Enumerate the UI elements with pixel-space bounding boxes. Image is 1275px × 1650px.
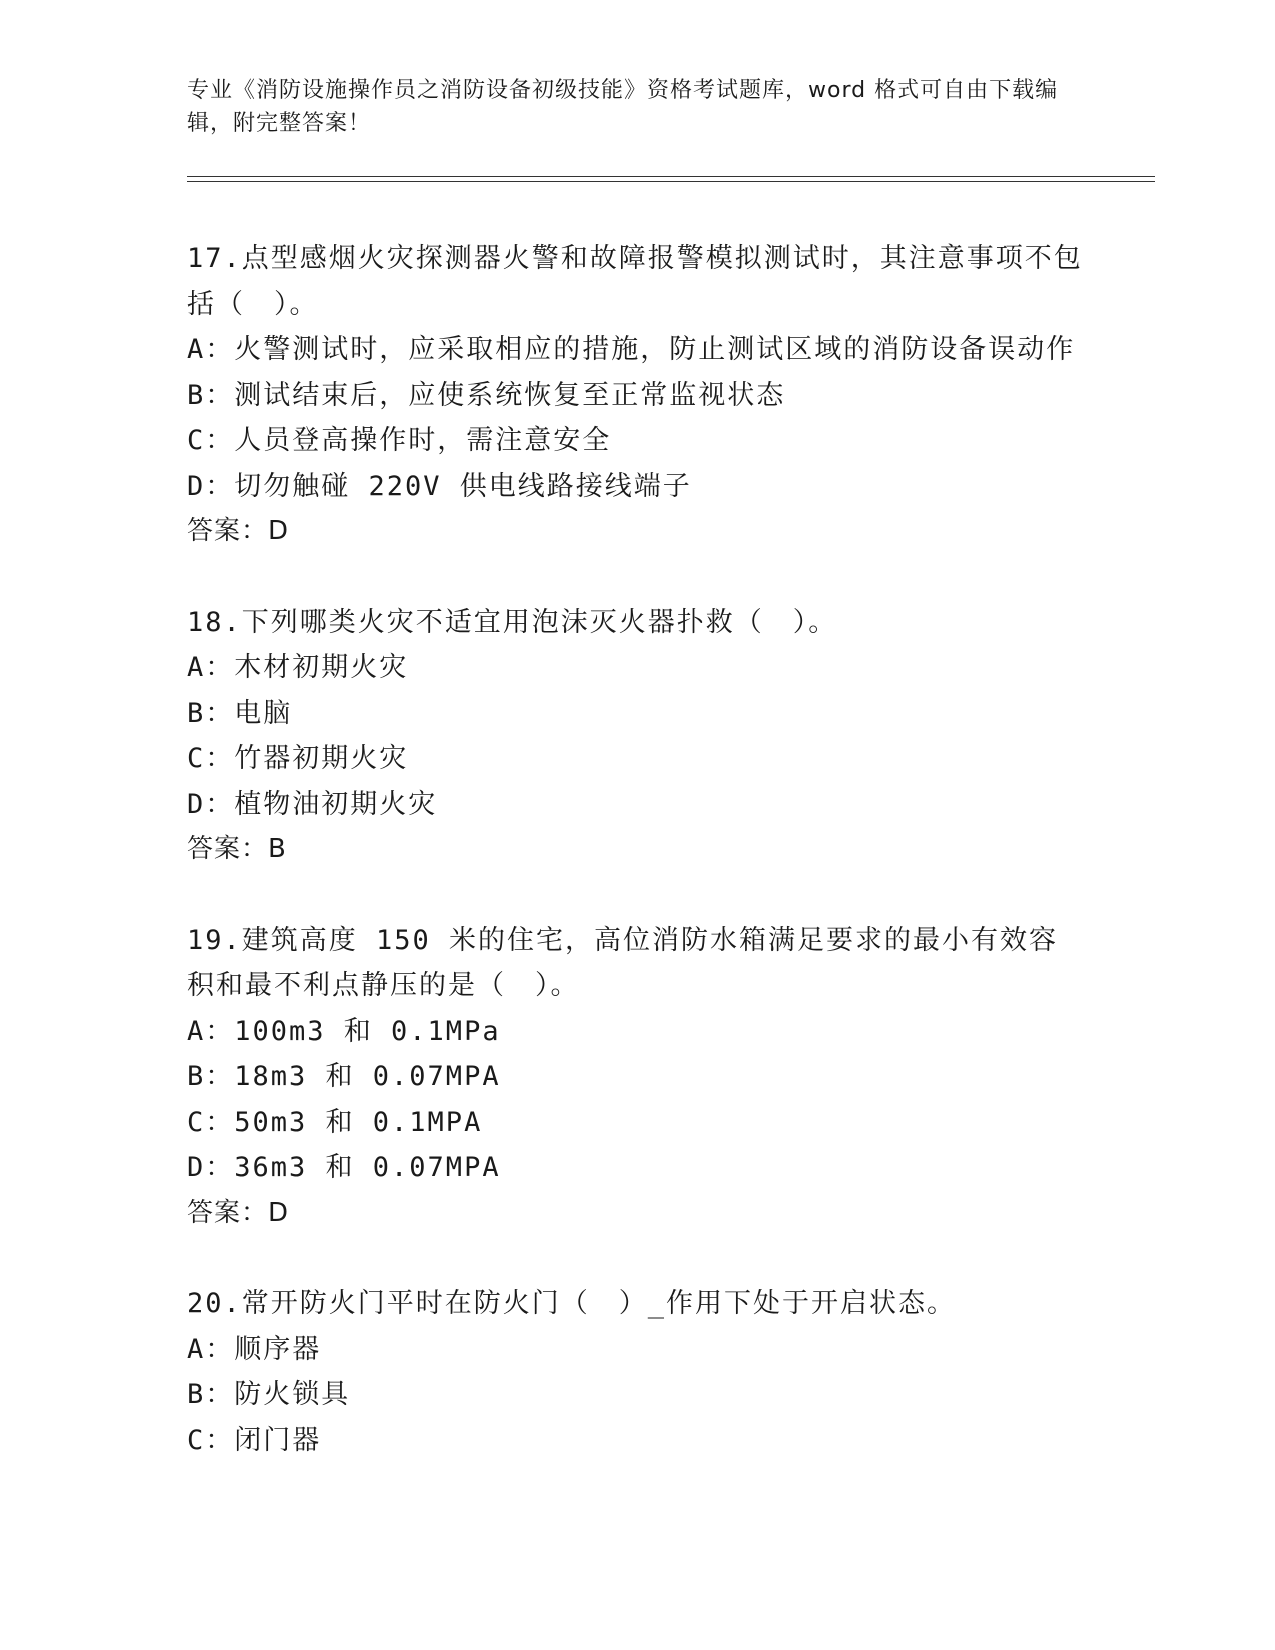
answer-label: 答案：D [187, 1197, 290, 1228]
question-stem: 19.建筑高度 150 米的住宅，高位消防水箱满足要求的最小有效容积和最不利点静压的是（ ）。 [187, 924, 1059, 1001]
question-stem: 17.点型感烟火灾探测器火警和故障报警模拟测试时，其注意事项不包括（ ）。 [187, 243, 1083, 320]
question-17 [187, 236, 1087, 555]
option-a: A：火警测试时，应采取相应的措施，防止测试区域的消防设备误动作 [187, 334, 1076, 365]
option-c: C：竹器初期火灾 [187, 743, 409, 774]
option-a: A：顺序器 [187, 1333, 322, 1365]
question-stem: 18.下列哪类火灾不适宜用泡沫灭火器扑救（ ）。 [187, 606, 838, 638]
header-divider-top [187, 176, 1155, 177]
option-b: B：防火锁具 [187, 1379, 351, 1410]
option-b: B：电脑 [187, 697, 293, 729]
answer-label: 答案：B [187, 834, 287, 864]
option-a: A：100m3 和 0.1MPa [187, 1015, 501, 1047]
question-19 [187, 918, 1087, 1237]
header-divider-bottom [187, 181, 1155, 182]
question-spacer [187, 555, 1087, 600]
option-d: D：植物油初期火灾 [187, 788, 438, 820]
option-c: C：闭门器 [187, 1424, 322, 1456]
option-a: A：木材初期火灾 [187, 652, 409, 683]
answer-label: 答案：D [187, 516, 290, 546]
document-intro: 专业《消防设施操作员之消防设备初级技能》资格考试题库，word 格式可自由下载编辑，附完整答案！ [187, 78, 1059, 136]
option-b: B：18m3 和 0.07MPA [187, 1061, 501, 1092]
option-c: C：50m3 和 0.1MPA [187, 1106, 483, 1138]
question-stem: 20.常开防火门平时在防火门（ ）_作用下处于开启状态。 [187, 1288, 957, 1319]
option-b: B：测试结束后，应使系统恢复至正常监视状态 [187, 379, 786, 411]
question-20 [187, 1281, 1087, 1463]
option-d: D：36m3 和 0.07MPA [187, 1152, 501, 1183]
question-spacer [187, 873, 1087, 918]
option-c: C：人员登高操作时，需注意安全 [187, 425, 612, 456]
question-spacer [187, 1236, 1087, 1281]
question-list [187, 236, 1087, 1463]
option-d: D：切勿触碰 220V 供电线路接线端子 [187, 470, 692, 502]
question-18 [187, 600, 1087, 873]
